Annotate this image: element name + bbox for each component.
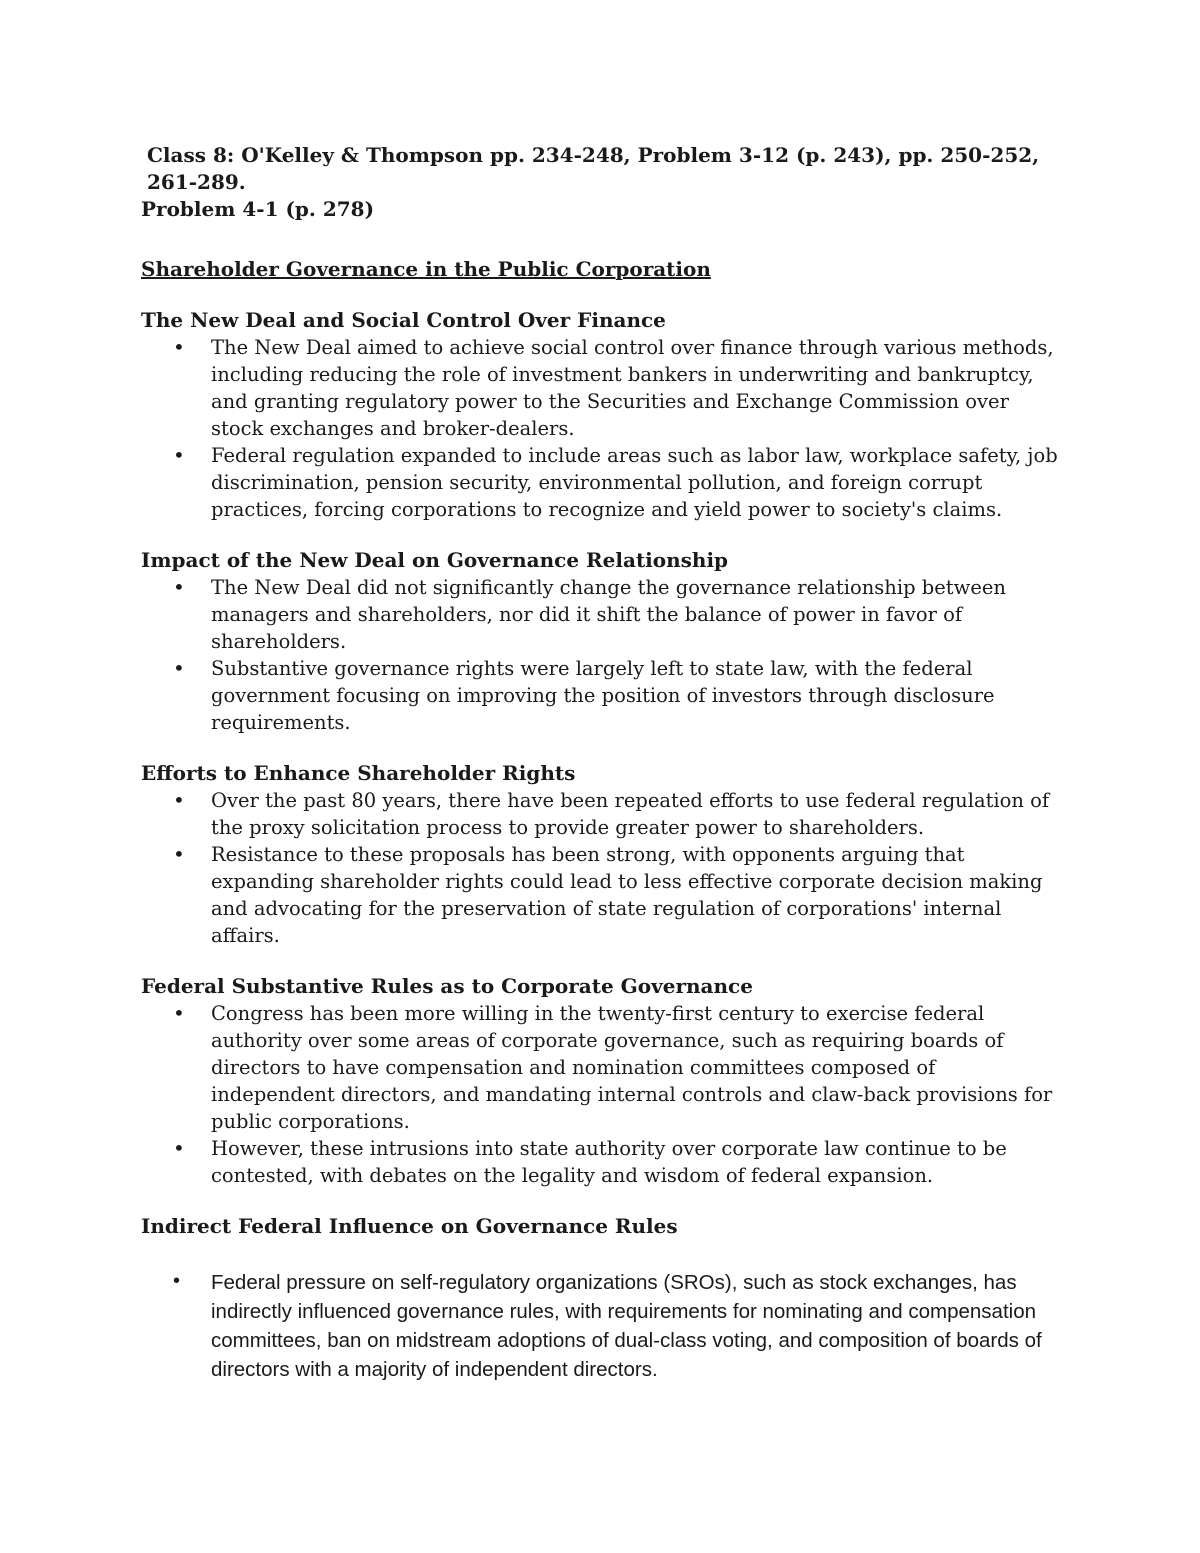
section-enhance-shareholder-rights [141, 760, 1061, 949]
bullet-icon: • [173, 1001, 185, 1025]
section-heading: The New Deal and Social Control Over Finance [141, 308, 666, 332]
bullet-list [141, 334, 1061, 523]
bullet-icon: • [173, 335, 185, 359]
bullet-icon: • [173, 656, 185, 680]
bullet-text: However, these intrusions into state authority over corporate law continue to be contested, with debates on the legality and wisdom of federal expansion. [211, 1137, 1007, 1187]
list-item [141, 574, 1061, 655]
bullet-list [141, 1000, 1061, 1189]
bullet-icon: • [173, 1136, 185, 1160]
class-heading-line-2: Problem 4-1 (p. 278) [141, 197, 375, 221]
section-new-deal-social-control [141, 307, 1061, 523]
section-heading: Efforts to Enhance Shareholder Rights [141, 761, 576, 785]
bullet-text: Federal pressure on self-regulatory organizations (SROs), such as stock exchanges, has indirectly influenced governance rules, with requirements for nominating and compensation committees, ban on midstream adoptions of dual-class voting, and composition of boards of directors with a majority of independent directors. [211, 1271, 1042, 1381]
sections-container [141, 307, 1061, 1384]
bullet-text: Congress has been more willing in the twenty-first century to exercise federal authority over some areas of corporate governance, such as requiring boards of directors to have compensation and nomination committees composed of independent directors, and mandating internal controls and claw-back provisions for public corporations. [211, 1002, 1053, 1133]
section-impact-new-deal [141, 547, 1061, 736]
list-item [141, 1135, 1061, 1189]
bullet-text: The New Deal aimed to achieve social control over finance through various methods, including reducing the role of investment bankers in underwriting and bankruptcy, and granting regulatory power to the Securities and Exchange Commission over stock exchanges and broker-dealers. [211, 336, 1054, 440]
document-title: Shareholder Governance in the Public Corporation [141, 257, 711, 281]
bullet-text: Federal regulation expanded to include areas such as labor law, workplace safety, job discrimination, pension security, environmental pollution, and foreign corrupt practices, forcing corporations to recognize and yield power to society's claims. [211, 444, 1058, 521]
list-item [141, 841, 1061, 949]
list-item [141, 787, 1061, 841]
document-page [141, 142, 1061, 1384]
list-item [141, 334, 1061, 442]
bullet-text: The New Deal did not significantly change the governance relationship between managers and shareholders, nor did it shift the balance of power in favor of shareholders. [211, 576, 1006, 653]
section-heading: Impact of the New Deal on Governance Relationship [141, 548, 729, 572]
bullet-text: Over the past 80 years, there have been repeated efforts to use federal regulation of the proxy solicitation process to provide greater power to shareholders. [211, 789, 1050, 839]
class-heading-line-1: Class 8: O'Kelley & Thompson pp. 234-248, Problem 3-12 (p. 243), pp. 250-252, 261-289. [147, 143, 1040, 194]
bullet-list [141, 574, 1061, 736]
bullet-icon: • [173, 1270, 181, 1292]
bullet-text: Resistance to these proposals has been strong, with opponents arguing that expanding shareholder rights could lead to less effective corporate decision making and advocating for the preservation of state regulation of corporations' internal affairs. [211, 843, 1043, 947]
list-item [141, 442, 1061, 523]
bullet-icon: • [173, 443, 185, 467]
section-indirect-federal-influence [141, 1213, 1061, 1384]
list-item [141, 1268, 1061, 1384]
bullet-text: Substantive governance rights were largely left to state law, with the federal government focusing on improving the position of investors through disclosure requirements. [211, 657, 995, 734]
bullet-list [141, 1268, 1061, 1384]
section-heading: Indirect Federal Influence on Governance Rules [141, 1214, 678, 1238]
bullet-icon: • [173, 575, 185, 599]
class-heading [141, 142, 1061, 223]
section-federal-substantive-rules [141, 973, 1061, 1189]
list-item [141, 1000, 1061, 1135]
bullet-icon: • [173, 788, 185, 812]
bullet-icon: • [173, 842, 185, 866]
bullet-list [141, 787, 1061, 949]
list-item [141, 655, 1061, 736]
section-heading: Federal Substantive Rules as to Corporate Governance [141, 974, 753, 998]
